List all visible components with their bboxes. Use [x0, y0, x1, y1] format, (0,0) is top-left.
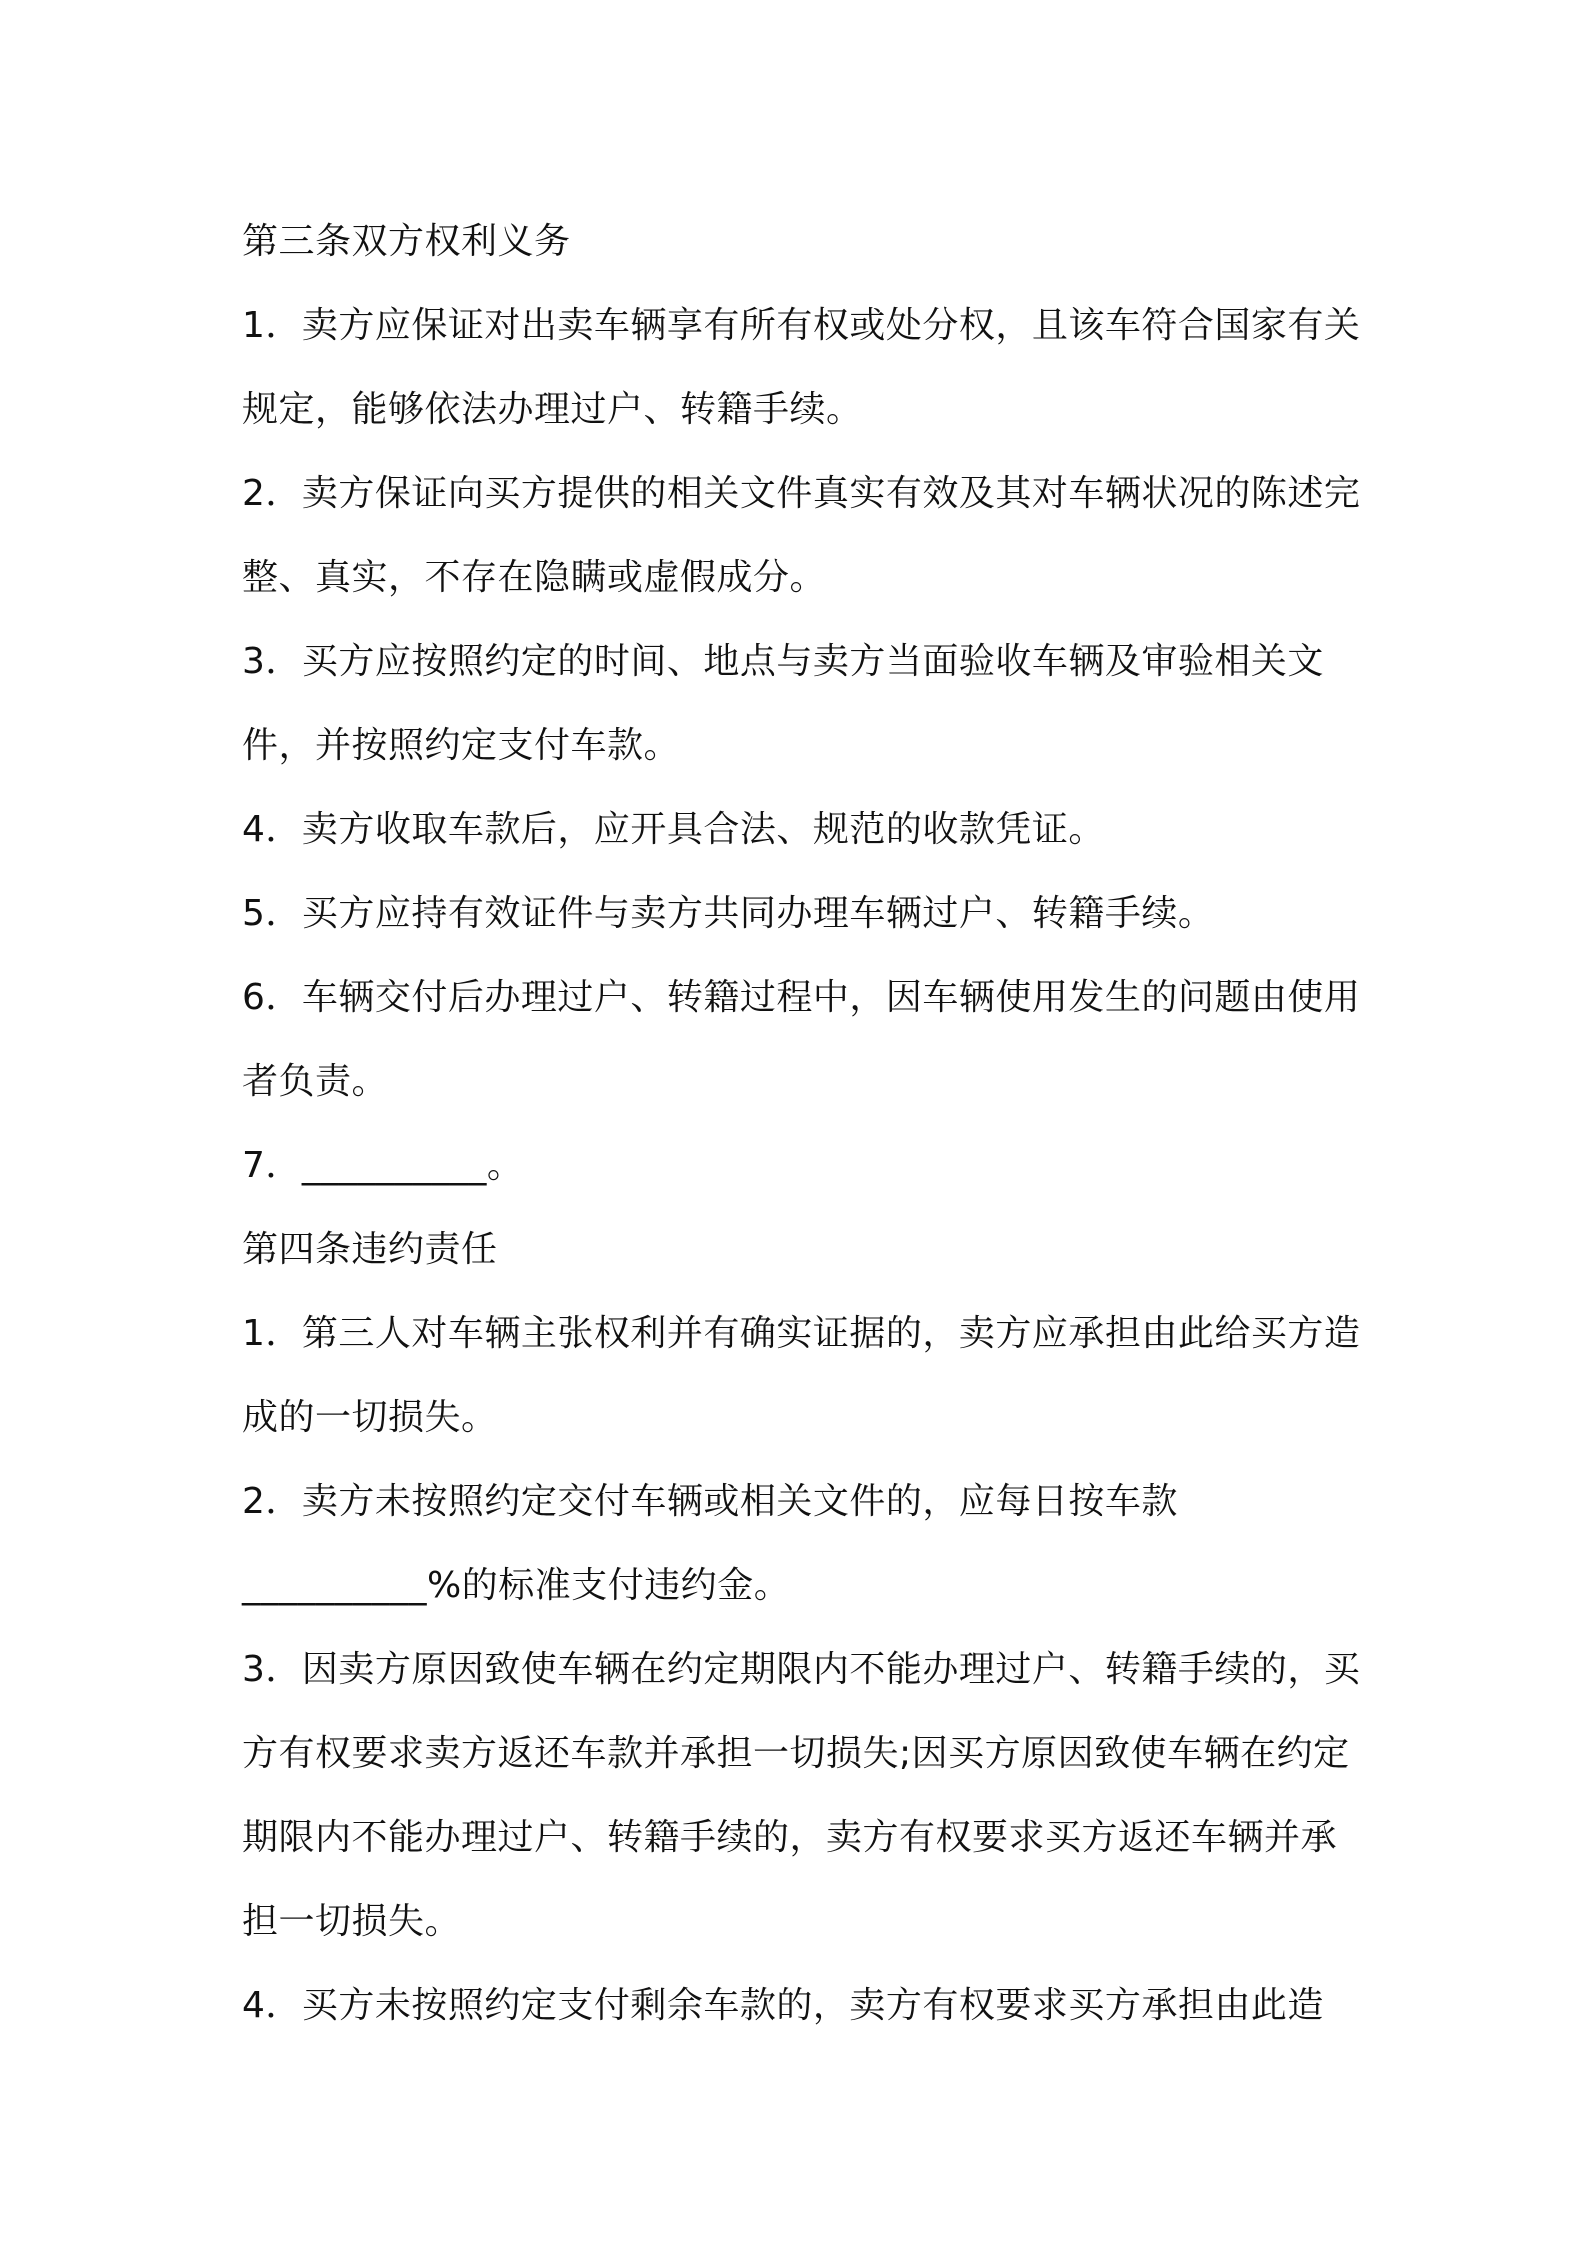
article-3-item-7: 7．__________。: [242, 1145, 524, 1186]
article-3-item-6: 6．车辆交付后办理过户、转籍过程中，因车辆使用发生的问题由使用者负责。: [242, 977, 1361, 1102]
article-4-item-2-continued: __________%的标准支付违约金。: [242, 1565, 791, 1606]
article-3-item-1: 1．卖方应保证对出卖车辆享有所有权或处分权，且该车符合国家有关规定，能够依法办理过户、转籍手续。: [242, 305, 1361, 430]
article-4-item-3: 3．因卖方原因致使车辆在约定期限内不能办理过户、转籍手续的，买方有权要求卖方返还车款并承担一切损失;因买方原因致使车辆在约定期限内不能办理过户、转籍手续的，卖方有权要求买方返还车辆并承担一切损失。: [242, 1649, 1361, 1942]
article-3-item-3: 3．买方应按照约定的时间、地点与卖方当面验收车辆及审验相关文件，并按照约定支付车款。: [242, 641, 1324, 766]
article-3-item-4: 4．卖方收取车款后，应开具合法、规范的收款凭证。: [242, 809, 1105, 850]
article-4-item-2: 2．卖方未按照约定交付车辆或相关文件的，应每日按车款: [242, 1481, 1178, 1522]
article-3-item-2: 2．卖方保证向买方提供的相关文件真实有效及其对车辆状况的陈述完整、真实，不存在隐瞒或虚假成分。: [242, 473, 1361, 598]
article-4-title: 第四条违约责任: [242, 1229, 498, 1270]
article-3-title: 第三条双方权利义务: [242, 221, 571, 262]
article-4-item-4: 4．买方未按照约定支付剩余车款的，卖方有权要求买方承担由此造: [242, 1985, 1324, 2026]
document-body: [242, 200, 1362, 2048]
article-3-item-5: 5．买方应持有效证件与卖方共同办理车辆过户、转籍手续。: [242, 893, 1215, 934]
article-4-item-1: 1．第三人对车辆主张权利并有确实证据的，卖方应承担由此给买方造成的一切损失。: [242, 1313, 1361, 1438]
